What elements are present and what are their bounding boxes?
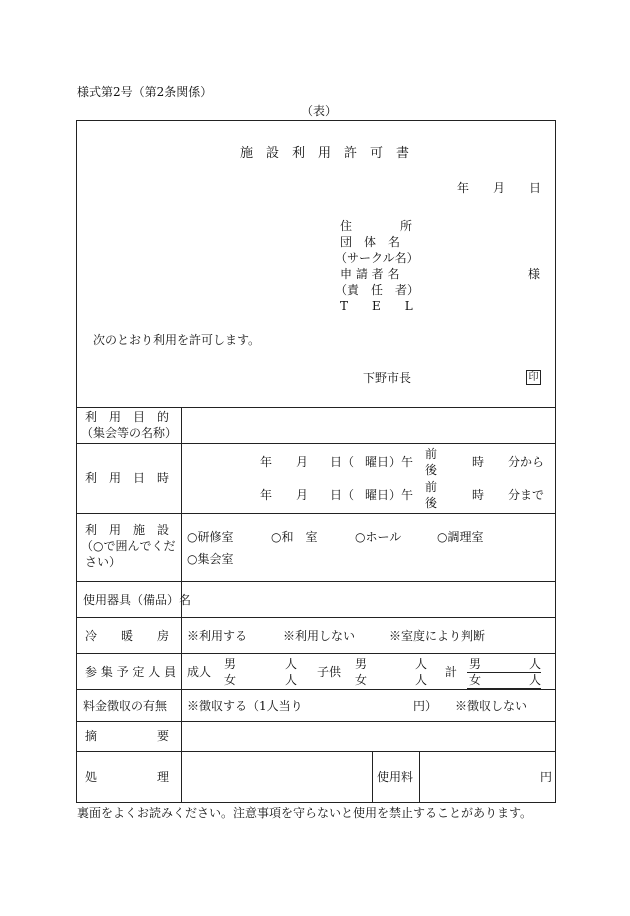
divider [77, 689, 555, 690]
label-purpose: 利 用 目 的 [85, 410, 170, 424]
dt-to-month: 月 [296, 488, 309, 502]
dt-to-day: 日（ [330, 488, 355, 502]
footer-note: 裏面をよくお読みください。注意事項を守らないと使用を禁止することがあります。 [77, 806, 533, 820]
dt-from-hour: 時 [472, 455, 485, 469]
mayor-title: 下野市長 [363, 371, 412, 385]
dt-to-weekday: 曜日）午 [365, 488, 414, 502]
front-side-mark: （表） [301, 104, 338, 118]
label-facility-note: （○で囲んでくだ [81, 539, 176, 553]
facility-option-japanese-room[interactable]: ○和 室 [271, 530, 318, 544]
dt-to-hour: 時 [472, 488, 485, 502]
column-divider [419, 751, 420, 802]
facility-option-hall[interactable]: ○ホール [355, 530, 402, 544]
total-female-unit: 人 [529, 673, 542, 687]
dt-from-pm: 後 [425, 463, 438, 477]
attendees-adult-label: 成人 [187, 665, 212, 679]
label-tel: T E L [340, 299, 413, 313]
dt-from-year: 年 [260, 455, 273, 469]
dt-to-pm: 後 [425, 496, 438, 510]
label-responsible: （責 任 者） [335, 283, 420, 297]
fee-per-person-yen: 円） [413, 699, 438, 713]
permit-form [76, 120, 556, 803]
aircon-option-judge[interactable]: ※室度により判断 [389, 629, 486, 643]
label-circle-name: （サークル名） [335, 251, 419, 265]
aircon-option-use[interactable]: ※利用する [187, 629, 248, 643]
child-female-unit: 人 [415, 673, 428, 687]
dt-to-am: 前 [425, 480, 438, 494]
total-male-unit: 人 [529, 657, 542, 671]
dt-from-day: 日（ [330, 455, 355, 469]
divider [77, 513, 555, 514]
label-facility: 利 用 施 設 [85, 523, 170, 537]
fee-option-no-collect[interactable]: ※徴収しない [455, 699, 528, 713]
label-aircon: 冷 暖 房 [85, 629, 170, 643]
dt-from-am: 前 [425, 447, 438, 461]
label-summary: 摘 要 [85, 729, 170, 743]
form-title: 施 設 利 用 許 可 書 [240, 146, 410, 161]
adult-female-unit: 人 [285, 673, 298, 687]
form-reference: 様式第2号（第2条関係） [77, 85, 213, 99]
label-applicant-name: 申 請 者 名 [340, 267, 400, 281]
child-male-unit: 人 [415, 657, 428, 671]
permission-statement: 次のとおり利用を許可します。 [93, 333, 261, 347]
attendees-total-label: 計 [445, 665, 458, 679]
divider [77, 443, 555, 444]
dt-to-suffix: 分まで [508, 488, 545, 502]
facility-option-meeting-room[interactable]: ○集会室 [187, 552, 234, 566]
dt-from-suffix: 分から [508, 455, 545, 469]
label-facility-note-2: さい） [85, 555, 122, 569]
label-usage-datetime: 利 用 日 時 [85, 471, 170, 485]
fee-option-collect[interactable]: ※徴収する（1人当り [187, 699, 303, 713]
dt-from-weekday: 曜日）午 [365, 455, 414, 469]
label-processing: 処 理 [85, 770, 170, 784]
facility-option-cooking-room[interactable]: ○調理室 [437, 530, 484, 544]
seal-mark: 印 [526, 370, 541, 385]
total-underline [467, 688, 541, 689]
divider [77, 581, 555, 582]
total-female-label: 女 [469, 673, 482, 687]
attendees-child-label: 子供 [317, 665, 342, 679]
adult-female-label: 女 [224, 673, 237, 687]
date-year: 年 [457, 181, 470, 195]
date-month: 月 [493, 181, 506, 195]
label-equipment: 使用器具（備品）名 [83, 593, 192, 607]
dt-to-year: 年 [260, 488, 273, 502]
label-event-name: （集会等の名称） [81, 426, 178, 440]
adult-male-label: 男 [224, 657, 237, 671]
label-fee-collection: 料金徴収の有無 [83, 699, 168, 713]
child-male-label: 男 [355, 657, 368, 671]
label-group-name: 団 体 名 [340, 235, 401, 249]
divider [77, 407, 555, 408]
adult-male-unit: 人 [285, 657, 298, 671]
facility-option-training-room[interactable]: ○研修室 [187, 530, 234, 544]
label-address: 住 所 [340, 219, 413, 233]
dt-from-month: 月 [296, 455, 309, 469]
divider [77, 617, 555, 618]
divider [77, 653, 555, 654]
column-divider [372, 751, 373, 802]
label-usage-fee: 使用料 [377, 770, 414, 784]
honorific-sama: 様 [528, 267, 541, 281]
label-attendees: 参 集 予 定 人 員 [85, 665, 177, 679]
divider [77, 751, 555, 752]
divider [77, 721, 555, 722]
date-day: 日 [529, 181, 542, 195]
child-female-label: 女 [355, 673, 368, 687]
aircon-option-no-use[interactable]: ※利用しない [283, 629, 356, 643]
total-underline [467, 672, 541, 673]
total-male-label: 男 [469, 657, 482, 671]
usage-fee-yen: 円 [540, 770, 553, 784]
